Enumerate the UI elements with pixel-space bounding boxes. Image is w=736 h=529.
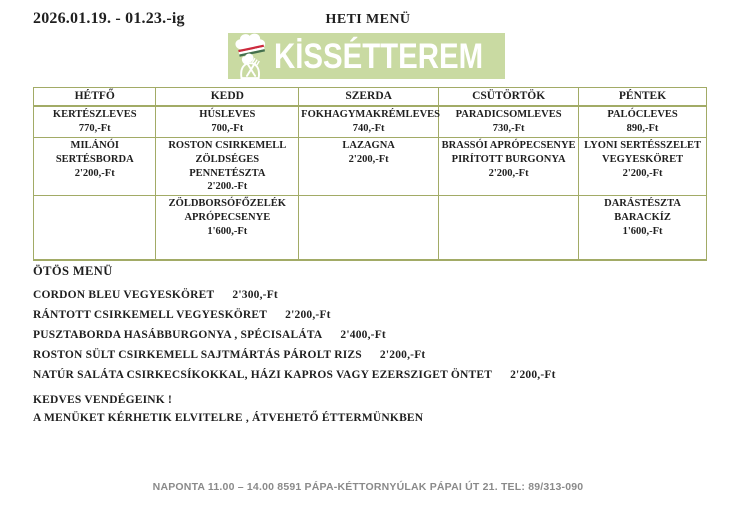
extra-cell-wednesday xyxy=(299,196,439,261)
extra-cell-monday xyxy=(34,196,156,261)
extra-cell-friday: DARÁSTÉSZTA BARACKÍZ 1'600,-Ft xyxy=(579,196,707,261)
soup-cell-friday: PALÓCLEVES 890,-Ft xyxy=(579,106,707,137)
otos-menu-list xyxy=(33,289,713,389)
soup-cell-tuesday: HÚSLEVES 700,-Ft xyxy=(156,106,299,137)
otos-menu-heading: ÖTÖS MENÜ xyxy=(33,264,113,278)
list-item xyxy=(33,349,713,369)
item-price: 2'200,-Ft xyxy=(379,349,426,361)
restaurant-logo xyxy=(228,33,505,79)
list-item xyxy=(33,289,713,309)
extra-cell-tuesday: ZÖLDBORSÓFŐZELÉK APRÓPECSENYE 1'600,-Ft xyxy=(156,196,299,261)
guest-notice xyxy=(33,391,423,427)
notice-line-2: A MENÜKET KÉRHETIK ELVITELRE , ÁTVEHETŐ ÉTTERMÜNKBEN xyxy=(33,412,424,424)
main-cell-tuesday: ROSTON CSIRKEMELL ZÖLDSÉGES PENNETÉSZTA 2'200.-Ft xyxy=(156,137,299,195)
main-cell-wednesday: LAZAGNA 2'200,-Ft xyxy=(299,137,439,195)
item-name: RÁNTOTT CSIRKEMELL VEGYESKÖRET xyxy=(33,309,268,321)
date-range: 2026.01.19. - 01.23.-ig xyxy=(33,10,185,27)
item-name: NATÚR SALÁTA CSIRKECSÍKOKKAL, HÁZI KAPROS VAGY EZERSZIGET ÖNTET xyxy=(33,369,493,381)
soup-row xyxy=(34,106,707,137)
item-price: 2'300,-Ft xyxy=(232,289,278,301)
day-header-wednesday: SZERDA xyxy=(299,88,439,107)
item-price: 2'400,-Ft xyxy=(340,329,386,341)
main-cell-thursday: BRASSÓI APRÓPECSENYE PIRÍTOTT BURGONYA 2'200,-Ft xyxy=(439,137,579,195)
item-name: CORDON BLEU VEGYESKÖRET xyxy=(33,289,215,301)
day-header-friday: PÉNTEK xyxy=(579,88,707,107)
logo-wordmark: KİSSÉTTEREM xyxy=(274,36,484,76)
list-item xyxy=(33,369,713,389)
main-cell-monday: MILÁNÓI SERTÉSBORDA 2'200,-Ft xyxy=(34,137,156,195)
notice-line-1: KEDVES VENDÉGEINK ! xyxy=(33,394,173,406)
soup-cell-thursday: PARADICSOMLEVES 730,-Ft xyxy=(439,106,579,137)
item-price: 2'200,-Ft xyxy=(285,309,331,321)
list-item xyxy=(33,329,713,349)
day-header-monday: HÉTFŐ xyxy=(34,88,156,107)
chef-hat-fork-spoon-icon xyxy=(230,33,274,79)
soup-cell-wednesday: FOKHAGYMAKRÉMLEVES 740,-Ft xyxy=(299,106,439,137)
footer-contact-info: NAPONTA 11.00 – 14.00 8591 PÁPA-KÉTTORNYÚLAK PÁPAI ÚT 21. TEL: 89/313-090 xyxy=(152,481,584,493)
day-header-thursday: CSÜTÖRTÖK xyxy=(439,88,579,107)
extra-dish-row xyxy=(34,196,707,261)
main-dish-row xyxy=(34,137,707,195)
item-name: ROSTON SÜLT CSIRKEMELL SAJTMÁRTÁS PÁROLT RIZS xyxy=(33,349,362,361)
item-name: PUSZTABORDA HASÁBBURGONYA , SPÉCISALÁTA xyxy=(33,329,323,341)
weekly-menu-table xyxy=(33,87,707,261)
extra-cell-thursday xyxy=(439,196,579,261)
main-cell-friday: LYONI SERTÉSSZELET VEGYESKÖRET 2'200,-Ft xyxy=(579,137,707,195)
day-header-tuesday: KEDD xyxy=(156,88,299,107)
list-item xyxy=(33,309,713,329)
soup-cell-monday: KERTÉSZLEVES 770,-Ft xyxy=(34,106,156,137)
page-title: HETI MENÜ xyxy=(325,12,411,27)
item-price: 2'200,-Ft xyxy=(510,369,556,381)
table-header-row xyxy=(34,88,707,107)
